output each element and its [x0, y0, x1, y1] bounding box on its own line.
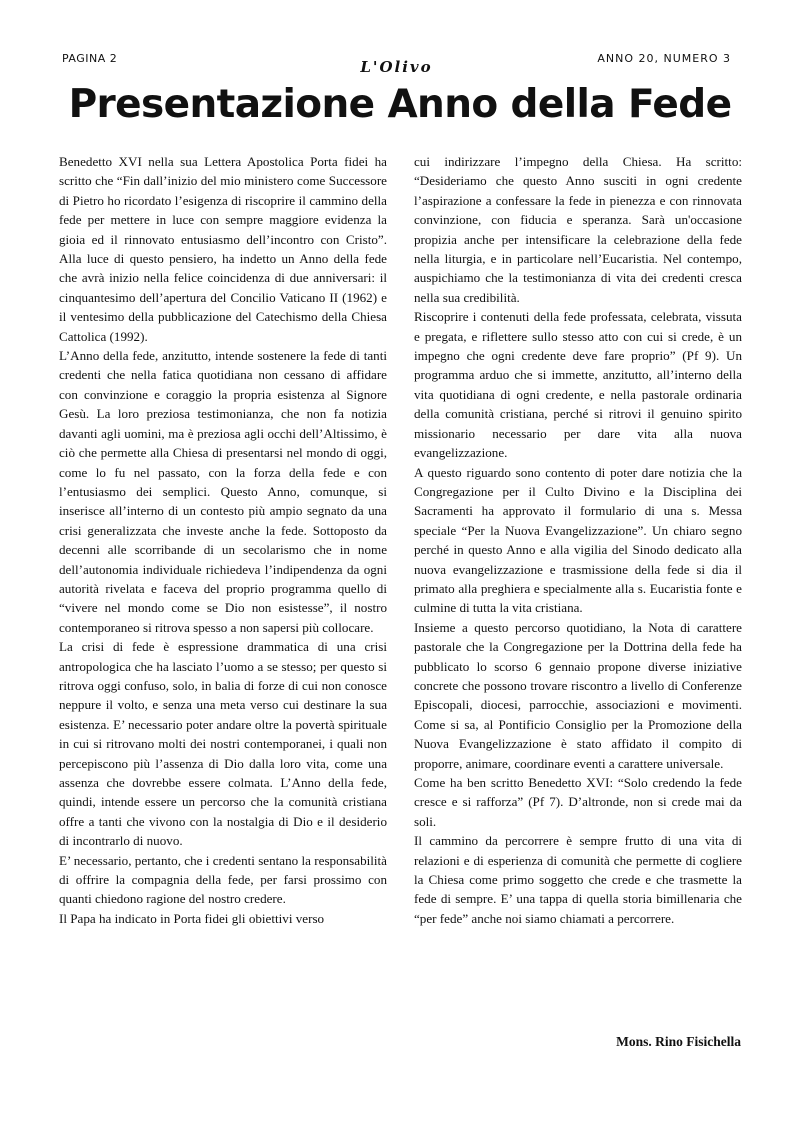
paragraph: cui indirizzare l’impegno della Chiesa. Ha scritto: “Desideriamo che questo Anno susciti in ogni credente l’aspirazione a confessare la fede in pienezza e con rinnovata convinzione, con fiducia e speranza. Sarà un'occasione propizia anche per intensificare la celebrazione della fede nella liturgia, e in particolare nell’Eucaristia. Nel contempo, auspichiamo che la testimonianza di vita dei credenti cresca nella sua credibilità.: [414, 154, 742, 305]
paragraph: L’Anno della fede, anzitutto, intende sostenere la fede di tanti credenti che nella fatica quotidiana non cessano di affidare con convinzione e coraggio la propria esistenza al Signore Gesù. La loro preziosa testimonianza, che non fa notizia davanti agli uomini, ma è preziosa agli occhi dell’Altissimo, è ciò che permette alla Chiesa di presentarsi nel mondo di oggi, come lo fu nel passato, con la forza della fede e con l’entusiasmo dei semplici. Questo Anno, comunque, si inserisce all’interno di un contesto più ampio segnato da una crisi generalizzata che investe anche la fede. Sottoposto da decenni alle scorribande di un secolarismo che in nome dell’autonomia individuale richiedeva l’indipendenza da ogni autorità rivelata e faceva del proprio programma quello di “vivere nel mondo come se Dio non esistesse”, il nostro contemporaneo si ritrova spesso a non sapersi più collocare.: [59, 348, 387, 635]
paragraph: Il cammino da percorrere è sempre frutto di una vita di relazioni e di esperienza di comunità che permette di cogliere la Chiesa come primo soggetto che crede e che trasmette la fede di sempre. E’ una tappa di quella storia bimillenaria che “per fede” anche noi siamo chiamati a percorrere.: [414, 833, 742, 926]
paragraph: La crisi di fede è espressione drammatica di una crisi antropologica che ha lasciato l’uomo a se stesso; per questo si ritrova oggi confuso, solo, in balia di forze di cui non conosce neppure il volto, e senza una meta verso cui destinare la sua esistenza. E’ necessario poter andare oltre la povertà spirituale in cui si ritrovano molti dei nostri contemporanei, i quali non percepiscono più l’assenza di Dio dalla loro vita, come una assenza che dovrebbe essere colmata. L’Anno della fede, quindi, intende essere un percorso che la comunità cristiana offre a tanti che vivono con la nostalgia di Dio e il desiderio di incontrarlo di nuovo.: [59, 639, 387, 849]
masthead-title: L'Olivo: [360, 58, 433, 76]
article-column-left: [59, 152, 387, 928]
paragraph: Riscoprire i contenuti della fede professata, celebrata, vissuta e pregata, e riflettere sullo stesso atto con cui si crede, è un impegno che ogni credente deve fare proprio” (Pf 9). Un programma arduo che si immette, anzitutto, all’interno della vita quotidiana di ogni credente, e nella pastorale ordinaria della comunità cristiana, perché si ritrovi il genuino spirito missionario necessario per dare vita alla nuova evangelizzazione.: [414, 309, 742, 461]
paragraph: Come ha ben scritto Benedetto XVI: “Solo credendo la fede cresce e si rafforza” (Pf 7). D’altronde, non si crede mai da soli.: [414, 775, 742, 829]
paragraph: E’ necessario, pertanto, che i credenti sentano la responsabilità di offrire la compagnia della fede, per farsi prossimo con quanti chiedono ragione del nostro credere.: [59, 852, 387, 907]
article-column-right: [414, 152, 742, 928]
author-byline: Mons. Rino Fisichella: [616, 1034, 741, 1049]
issue-label: ANNO 20, NUMERO 3: [597, 52, 731, 65]
paragraph: A questo riguardo sono contento di poter dare notizia che la Congregazione per il Culto Divino e la Disciplina dei Sacramenti ha approvato il formulario di una s. Messa speciale “Per la Nuova Evangelizzazione”. Un chiaro segno perché in questo Anno e alla vigilia del Sinodo dedicato alla nuova evangelizzazione e trasmissione della fede si dia il primato alla preghiera e specialmente alla s. Eucaristia fonte e culmine di tutta la vita cristiana.: [414, 464, 742, 616]
paragraph: Il Papa ha indicato in Porta fidei gli obiettivi verso: [59, 910, 325, 926]
paragraph: Benedetto XVI nella sua Lettera Apostolica Porta fidei ha scritto che “Fin dall’inizio del mio ministero come Successore di Pietro ho ricordato l’esigenza di riscoprire il cammino della fede per mettere in luce con sempre maggiore evidenza la gioia ed il rinnovato entusiasmo dell’incontro con Cristo”. Alla luce di questo pensiero, ha indetto un Anno della fede che avrà inizio nella felice coincidenza di due anniversari: il cinquantesimo dell’apertura del Concilio Vaticano II (1962) e il ventesimo della pubblicazione del Catechismo della Chiesa Cattolica (1992).: [59, 154, 387, 344]
paragraph: Insieme a questo percorso quotidiano, la Nota di carattere pastorale che la Congregazione per la Dottrina della fede ha pubblicato lo scorso 6 gennaio propone diverse iniziative concrete che possono trovare riscontro a livello di Conferenze Episcopali, diocesi, parrocchie, associazioni e movimenti. Come si sa, al Pontificio Consiglio per la Promozione della Nuova Evangelizzazione è stato affidato il compito di proporre, animare, coordinare eventi a carattere universale.: [414, 619, 742, 771]
article-title: Presentazione Anno della Fede: [68, 82, 732, 127]
page-number-label: PAGINA 2: [62, 52, 118, 65]
